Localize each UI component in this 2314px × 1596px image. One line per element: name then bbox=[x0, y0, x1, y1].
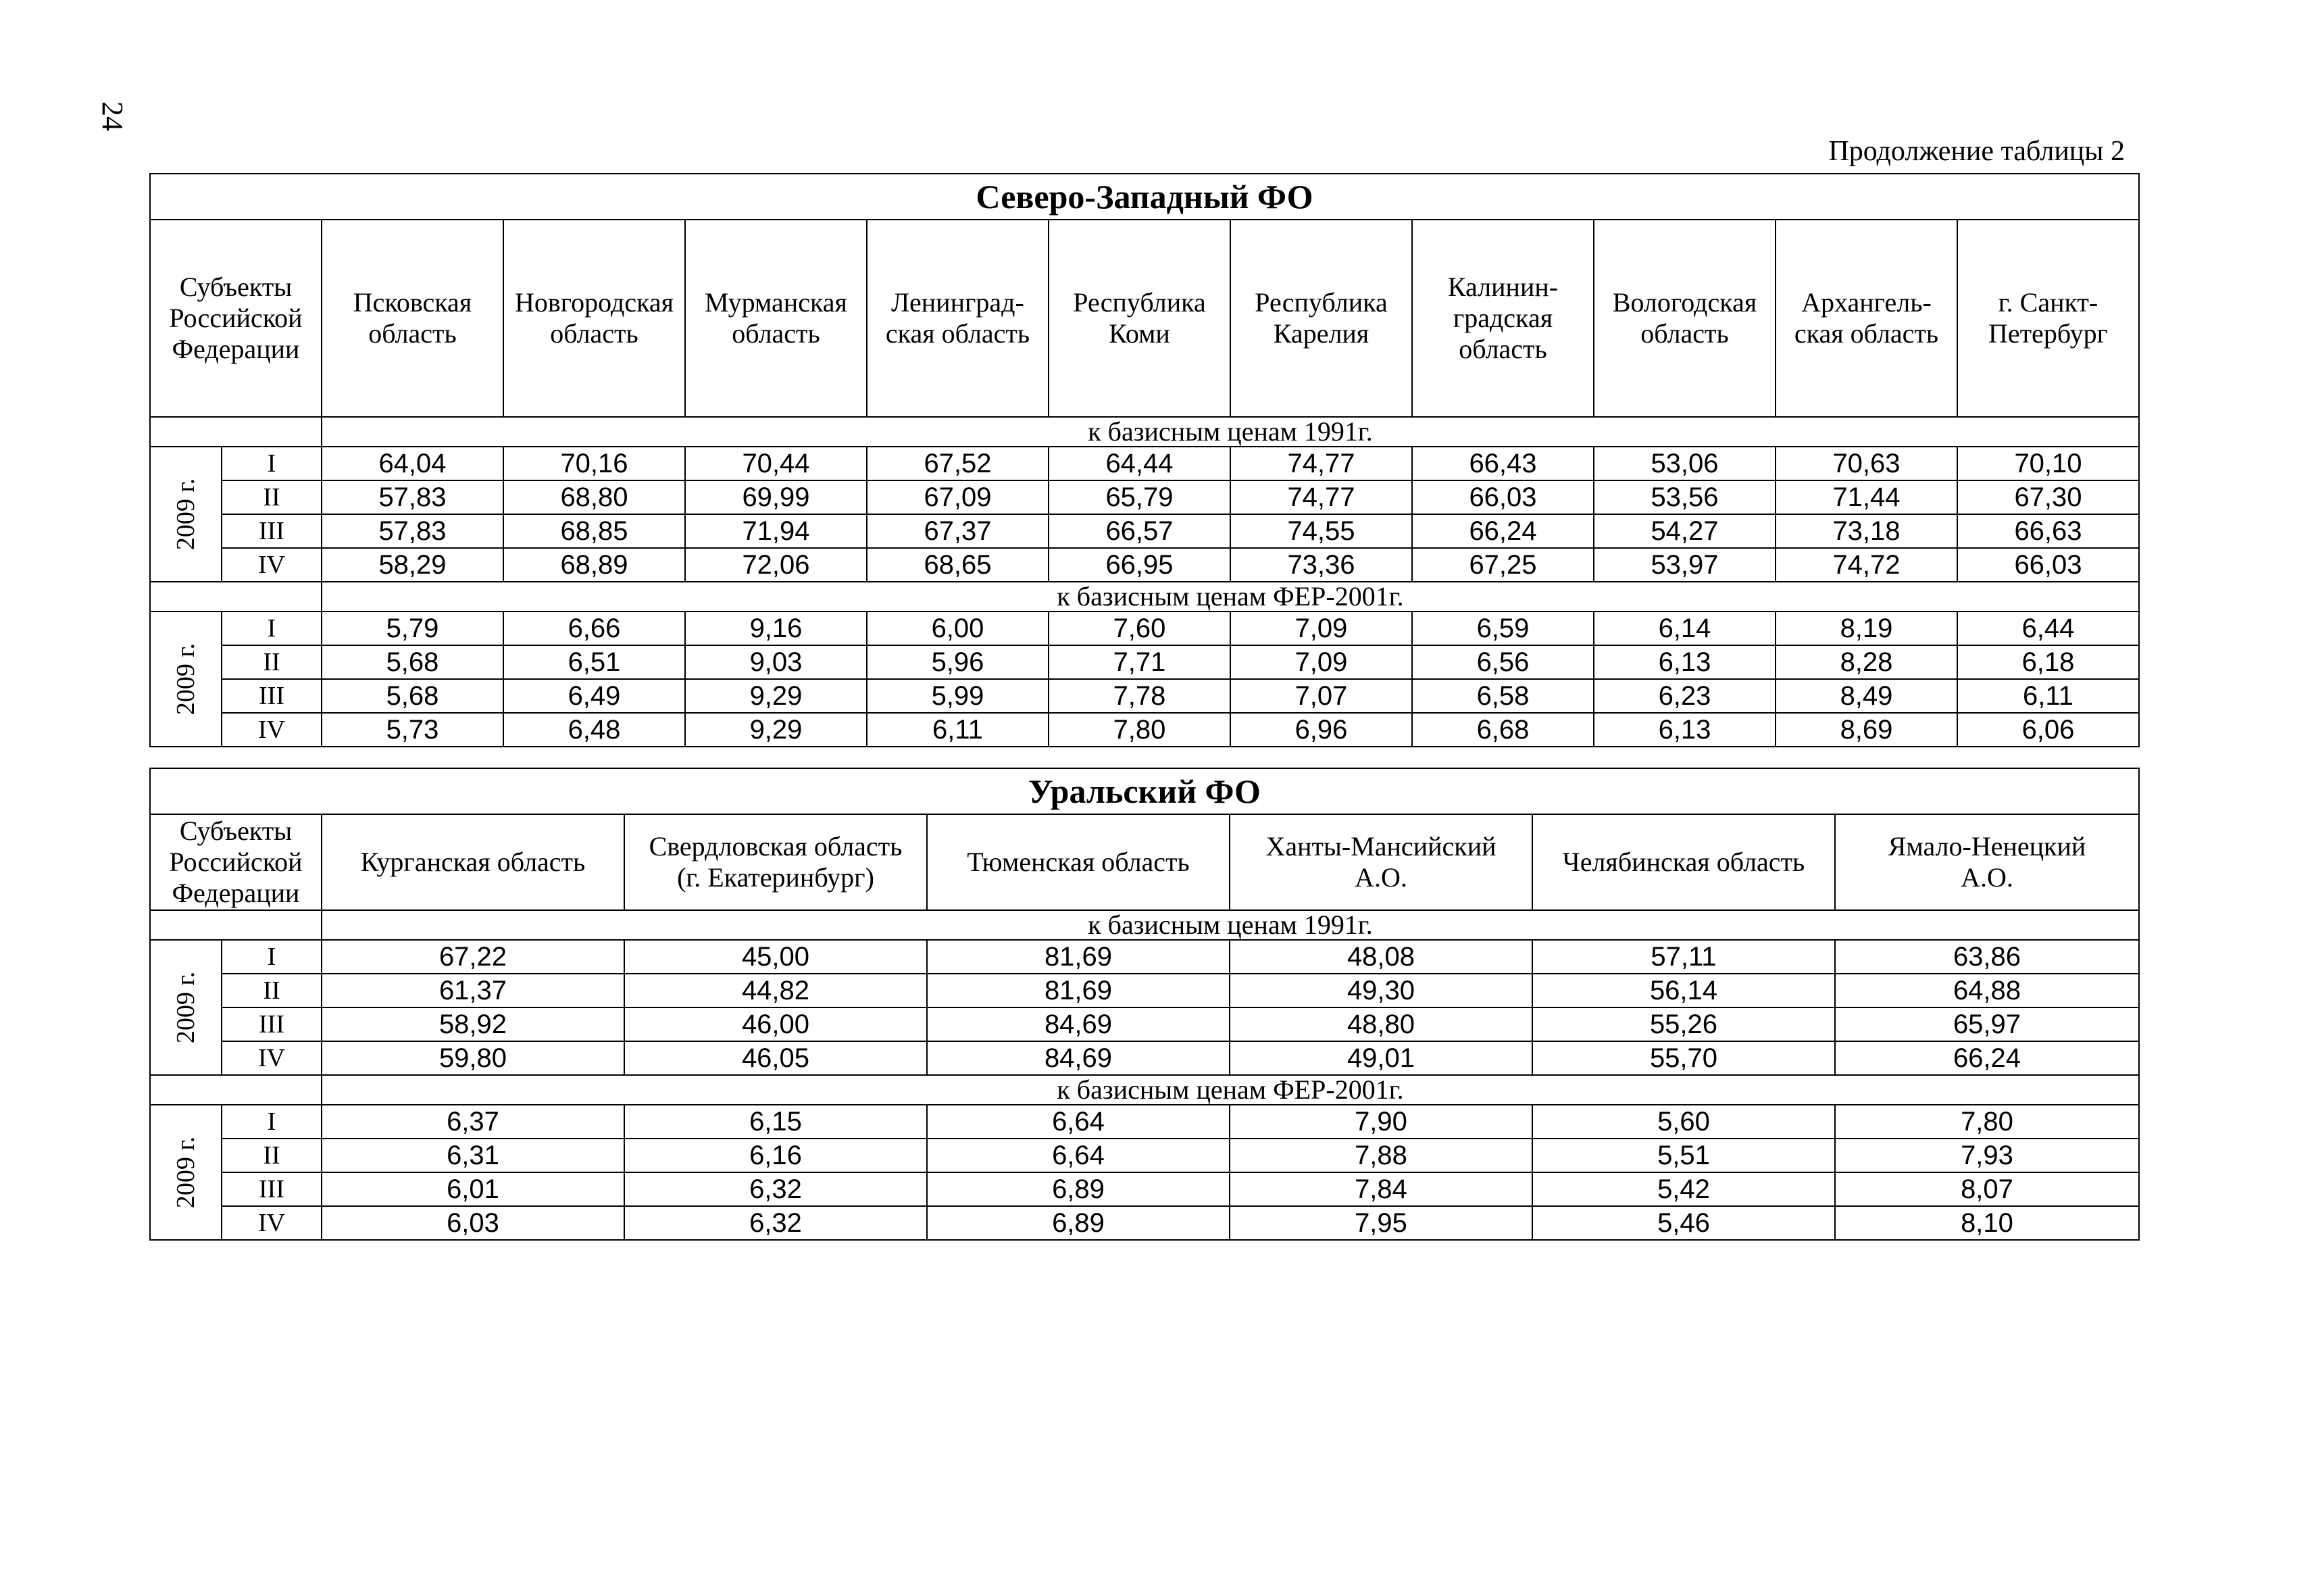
value-cell: 64,88 bbox=[1835, 974, 2139, 1007]
value-cell: 66,95 bbox=[1049, 548, 1230, 582]
region-header: г. Санкт- Петербург bbox=[1957, 220, 2139, 417]
value-cell: 6,64 bbox=[927, 1105, 1230, 1139]
region-header: Псковская область bbox=[322, 220, 503, 417]
table-row bbox=[150, 1041, 2139, 1075]
value-cell: 65,79 bbox=[1049, 480, 1230, 514]
federal-district-title: Северо-Западный ФО bbox=[150, 174, 2139, 220]
value-cell: 63,86 bbox=[1835, 940, 2139, 974]
value-cell: 45,00 bbox=[624, 940, 927, 974]
value-cell: 7,88 bbox=[1230, 1139, 1532, 1172]
quarter-cell: IV bbox=[222, 548, 322, 582]
value-cell: 70,10 bbox=[1957, 447, 2139, 480]
value-cell: 9,29 bbox=[685, 679, 867, 713]
value-cell: 53,97 bbox=[1594, 548, 1776, 582]
value-cell: 66,03 bbox=[1957, 548, 2139, 582]
table-row bbox=[150, 480, 2139, 514]
year-label: 2009 г. bbox=[172, 1136, 200, 1209]
value-cell: 5,79 bbox=[322, 612, 503, 645]
value-cell: 6,68 bbox=[1412, 713, 1594, 747]
value-cell: 6,64 bbox=[927, 1139, 1230, 1172]
value-cell: 6,13 bbox=[1594, 645, 1776, 679]
value-cell: 6,31 bbox=[322, 1139, 624, 1172]
value-cell: 74,55 bbox=[1230, 514, 1412, 548]
quarter-cell: III bbox=[222, 1172, 322, 1206]
value-cell: 6,03 bbox=[322, 1206, 624, 1240]
region-header: Республика Карелия bbox=[1230, 220, 1412, 417]
price-base-label: к базисным ценам ФЕР-2001г. bbox=[322, 582, 2139, 612]
year-cell bbox=[150, 612, 222, 747]
value-cell: 9,29 bbox=[685, 713, 867, 747]
value-cell: 66,57 bbox=[1049, 514, 1230, 548]
table-row bbox=[150, 1139, 2139, 1172]
table-row bbox=[150, 974, 2139, 1007]
region-header: Ямало-Ненецкий А.О. bbox=[1835, 814, 2139, 910]
region-header: Новгородская область bbox=[503, 220, 685, 417]
value-cell: 69,99 bbox=[685, 480, 867, 514]
value-cell: 66,03 bbox=[1412, 480, 1594, 514]
value-cell: 64,04 bbox=[322, 447, 503, 480]
value-cell: 67,52 bbox=[867, 447, 1049, 480]
value-cell: 6,16 bbox=[624, 1139, 927, 1172]
table-row bbox=[150, 548, 2139, 582]
quarter-cell: II bbox=[222, 974, 322, 1007]
value-cell: 7,71 bbox=[1049, 645, 1230, 679]
region-header: Челябинская область bbox=[1532, 814, 1835, 910]
value-cell: 7,07 bbox=[1230, 679, 1412, 713]
value-cell: 8,19 bbox=[1776, 612, 1957, 645]
value-cell: 6,32 bbox=[624, 1172, 927, 1206]
value-cell: 81,69 bbox=[927, 940, 1230, 974]
value-cell: 6,48 bbox=[503, 713, 685, 747]
quarter-cell: II bbox=[222, 480, 322, 514]
value-cell: 74,77 bbox=[1230, 480, 1412, 514]
table-row bbox=[150, 1172, 2139, 1206]
value-cell: 5,68 bbox=[322, 645, 503, 679]
value-cell: 5,60 bbox=[1532, 1105, 1835, 1139]
table-row bbox=[150, 645, 2139, 679]
value-cell: 73,36 bbox=[1230, 548, 1412, 582]
region-header: Курганская область bbox=[322, 814, 624, 910]
value-cell: 6,96 bbox=[1230, 713, 1412, 747]
value-cell: 8,49 bbox=[1776, 679, 1957, 713]
value-cell: 57,83 bbox=[322, 514, 503, 548]
value-cell: 66,43 bbox=[1412, 447, 1594, 480]
value-cell: 49,30 bbox=[1230, 974, 1532, 1007]
subject-label-header: Субъекты Российской Федерации bbox=[150, 814, 322, 910]
value-cell: 70,63 bbox=[1776, 447, 1957, 480]
value-cell: 6,51 bbox=[503, 645, 685, 679]
northwest-fd-table bbox=[149, 173, 2140, 747]
value-cell: 7,95 bbox=[1230, 1206, 1532, 1240]
quarter-cell: I bbox=[222, 447, 322, 480]
price-base-label: к базисным ценам ФЕР-2001г. bbox=[322, 1075, 2139, 1105]
value-cell: 6,11 bbox=[1957, 679, 2139, 713]
region-header: Республика Коми bbox=[1049, 220, 1230, 417]
table-row bbox=[150, 612, 2139, 645]
year-cell bbox=[150, 1105, 222, 1240]
value-cell: 6,15 bbox=[624, 1105, 927, 1139]
quarter-cell: II bbox=[222, 1139, 322, 1172]
value-cell: 8,07 bbox=[1835, 1172, 2139, 1206]
value-cell: 7,60 bbox=[1049, 612, 1230, 645]
value-cell: 8,28 bbox=[1776, 645, 1957, 679]
value-cell: 54,27 bbox=[1594, 514, 1776, 548]
value-cell: 66,24 bbox=[1412, 514, 1594, 548]
value-cell: 5,51 bbox=[1532, 1139, 1835, 1172]
value-cell: 6,56 bbox=[1412, 645, 1594, 679]
region-header: Тюменская область bbox=[927, 814, 1230, 910]
value-cell: 68,65 bbox=[867, 548, 1049, 582]
value-cell: 67,25 bbox=[1412, 548, 1594, 582]
table-continuation-caption: Продолжение таблицы 2 bbox=[1828, 136, 2125, 167]
value-cell: 48,80 bbox=[1230, 1007, 1532, 1041]
value-cell: 5,68 bbox=[322, 679, 503, 713]
quarter-cell: I bbox=[222, 1105, 322, 1139]
value-cell: 6,14 bbox=[1594, 612, 1776, 645]
quarter-cell: II bbox=[222, 645, 322, 679]
value-cell: 71,44 bbox=[1776, 480, 1957, 514]
table-row bbox=[150, 1007, 2139, 1041]
value-cell: 57,83 bbox=[322, 480, 503, 514]
quarter-cell: I bbox=[222, 940, 322, 974]
value-cell: 67,22 bbox=[322, 940, 624, 974]
value-cell: 6,66 bbox=[503, 612, 685, 645]
value-cell: 6,58 bbox=[1412, 679, 1594, 713]
value-cell: 5,46 bbox=[1532, 1206, 1835, 1240]
value-cell: 71,94 bbox=[685, 514, 867, 548]
value-cell: 7,09 bbox=[1230, 645, 1412, 679]
ural-fd-table bbox=[149, 768, 2140, 1241]
empty-cell bbox=[150, 1075, 322, 1105]
value-cell: 68,89 bbox=[503, 548, 685, 582]
year-label: 2009 г. bbox=[172, 971, 200, 1044]
value-cell: 84,69 bbox=[927, 1041, 1230, 1075]
price-base-label: к базисным ценам 1991г. bbox=[322, 910, 2139, 940]
value-cell: 67,30 bbox=[1957, 480, 2139, 514]
value-cell: 9,16 bbox=[685, 612, 867, 645]
table-row bbox=[150, 447, 2139, 480]
value-cell: 58,92 bbox=[322, 1007, 624, 1041]
region-header: Калинин- градская область bbox=[1412, 220, 1594, 417]
region-header: Ленинград- ская область bbox=[867, 220, 1049, 417]
value-cell: 46,05 bbox=[624, 1041, 927, 1075]
value-cell: 5,73 bbox=[322, 713, 503, 747]
value-cell: 66,63 bbox=[1957, 514, 2139, 548]
value-cell: 6,11 bbox=[867, 713, 1049, 747]
region-header: Мурманская область bbox=[685, 220, 867, 417]
value-cell: 6,13 bbox=[1594, 713, 1776, 747]
value-cell: 74,72 bbox=[1776, 548, 1957, 582]
value-cell: 55,26 bbox=[1532, 1007, 1835, 1041]
value-cell: 70,16 bbox=[503, 447, 685, 480]
region-header: Архангель- ская область bbox=[1776, 220, 1957, 417]
value-cell: 65,97 bbox=[1835, 1007, 2139, 1041]
table-row bbox=[150, 679, 2139, 713]
table-row bbox=[150, 1206, 2139, 1240]
region-header: Свердловская область (г. Екатеринбург) bbox=[624, 814, 927, 910]
value-cell: 6,49 bbox=[503, 679, 685, 713]
value-cell: 7,09 bbox=[1230, 612, 1412, 645]
value-cell: 74,77 bbox=[1230, 447, 1412, 480]
value-cell: 58,29 bbox=[322, 548, 503, 582]
empty-cell bbox=[150, 582, 322, 612]
value-cell: 6,01 bbox=[322, 1172, 624, 1206]
quarter-cell: III bbox=[222, 1007, 322, 1041]
year-label: 2009 г. bbox=[172, 643, 200, 716]
value-cell: 7,90 bbox=[1230, 1105, 1532, 1139]
empty-cell bbox=[150, 417, 322, 447]
value-cell: 7,80 bbox=[1835, 1105, 2139, 1139]
value-cell: 6,89 bbox=[927, 1206, 1230, 1240]
value-cell: 7,78 bbox=[1049, 679, 1230, 713]
value-cell: 53,06 bbox=[1594, 447, 1776, 480]
value-cell: 5,42 bbox=[1532, 1172, 1835, 1206]
value-cell: 61,37 bbox=[322, 974, 624, 1007]
page-number: 24 bbox=[96, 101, 129, 131]
value-cell: 6,06 bbox=[1957, 713, 2139, 747]
quarter-cell: IV bbox=[222, 1041, 322, 1075]
value-cell: 8,10 bbox=[1835, 1206, 2139, 1240]
value-cell: 64,44 bbox=[1049, 447, 1230, 480]
value-cell: 6,18 bbox=[1957, 645, 2139, 679]
year-cell bbox=[150, 940, 222, 1075]
value-cell: 70,44 bbox=[685, 447, 867, 480]
value-cell: 84,69 bbox=[927, 1007, 1230, 1041]
value-cell: 9,03 bbox=[685, 645, 867, 679]
quarter-cell: IV bbox=[222, 713, 322, 747]
value-cell: 6,00 bbox=[867, 612, 1049, 645]
value-cell: 53,56 bbox=[1594, 480, 1776, 514]
value-cell: 8,69 bbox=[1776, 713, 1957, 747]
subject-label-header: Субъекты Российской Федерации bbox=[150, 220, 322, 417]
quarter-cell: III bbox=[222, 514, 322, 548]
value-cell: 46,00 bbox=[624, 1007, 927, 1041]
value-cell: 59,80 bbox=[322, 1041, 624, 1075]
value-cell: 6,32 bbox=[624, 1206, 927, 1240]
federal-district-title: Уральский ФО bbox=[150, 768, 2139, 814]
value-cell: 6,59 bbox=[1412, 612, 1594, 645]
value-cell: 67,09 bbox=[867, 480, 1049, 514]
value-cell: 44,82 bbox=[624, 974, 927, 1007]
value-cell: 57,11 bbox=[1532, 940, 1835, 974]
value-cell: 73,18 bbox=[1776, 514, 1957, 548]
region-header: Ханты-Мансийский А.О. bbox=[1230, 814, 1532, 910]
value-cell: 55,70 bbox=[1532, 1041, 1835, 1075]
value-cell: 68,85 bbox=[503, 514, 685, 548]
year-label: 2009 г. bbox=[172, 478, 200, 551]
quarter-cell: I bbox=[222, 612, 322, 645]
value-cell: 7,93 bbox=[1835, 1139, 2139, 1172]
value-cell: 56,14 bbox=[1532, 974, 1835, 1007]
table-row bbox=[150, 940, 2139, 974]
value-cell: 67,37 bbox=[867, 514, 1049, 548]
value-cell: 68,80 bbox=[503, 480, 685, 514]
value-cell: 5,96 bbox=[867, 645, 1049, 679]
value-cell: 6,23 bbox=[1594, 679, 1776, 713]
table-row bbox=[150, 713, 2139, 747]
value-cell: 72,06 bbox=[685, 548, 867, 582]
region-header: Вологодская область bbox=[1594, 220, 1776, 417]
empty-cell bbox=[150, 910, 322, 940]
quarter-cell: III bbox=[222, 679, 322, 713]
table-row bbox=[150, 514, 2139, 548]
value-cell: 48,08 bbox=[1230, 940, 1532, 974]
price-base-label: к базисным ценам 1991г. bbox=[322, 417, 2139, 447]
year-cell bbox=[150, 447, 222, 582]
table-row bbox=[150, 1105, 2139, 1139]
value-cell: 6,37 bbox=[322, 1105, 624, 1139]
value-cell: 6,44 bbox=[1957, 612, 2139, 645]
value-cell: 66,24 bbox=[1835, 1041, 2139, 1075]
value-cell: 6,89 bbox=[927, 1172, 1230, 1206]
value-cell: 49,01 bbox=[1230, 1041, 1532, 1075]
value-cell: 81,69 bbox=[927, 974, 1230, 1007]
value-cell: 7,80 bbox=[1049, 713, 1230, 747]
quarter-cell: IV bbox=[222, 1206, 322, 1240]
value-cell: 5,99 bbox=[867, 679, 1049, 713]
value-cell: 7,84 bbox=[1230, 1172, 1532, 1206]
